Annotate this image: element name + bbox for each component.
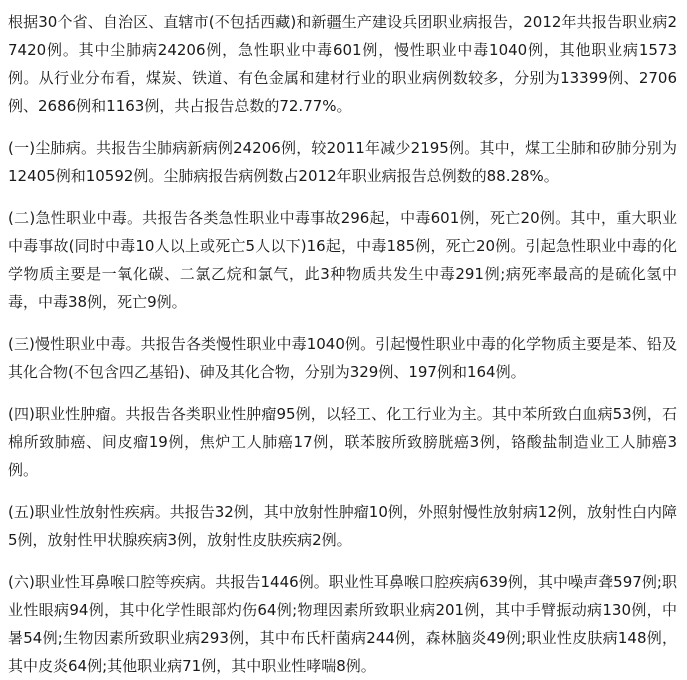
paragraph-overview: 根据30个省、自治区、直辖市(不包括西藏)和新疆生产建设兵团职业病报告，2012年共报告职业病27420例。其中尘肺病24206例，急性职业中毒601例，慢性职业中毒1040例，其他职业病1573例。从行业分布看，煤炭、铁道、有色金属和建材行业的职业病例数较多，分别为13399例、2706例、2686例和1163例，共占报告总数的72.77%。 xyxy=(8,13,677,115)
paragraph-acute-poisoning: (二)急性职业中毒。共报告各类急性职业中毒事故296起，中毒601例，死亡20例。其中，重大职业中毒事故(同时中毒10人以上或死亡5人以下)16起，中毒185例，死亡20例。引起急性职业中毒的化学物质主要是一氧化碳、二氯乙烷和氯气，此3种物质共发生中毒291例;病死率最高的是硫化氢中毒，中毒38例，死亡9例。 xyxy=(8,209,677,311)
paragraph-ent-and-other-diseases: (六)职业性耳鼻喉口腔等疾病。共报告1446例。职业性耳鼻喉口腔疾病639例，其中噪声聋597例;职业性眼病94例，其中化学性眼部灼伤64例;物理因素所致职业病201例，其中手臂振动病130例，中暑54例;生物因素所致职业病293例，其中布氏杆菌病244例，森林脑炎49例;职业性皮肤病148例，其中皮炎64例;其他职业病71例，其中职业性哮喘8例。 xyxy=(8,573,677,675)
paragraph-radiation-diseases: (五)职业性放射性疾病。共报告32例，其中放射性肿瘤10例，外照射慢性放射病12例，放射性白内障5例，放射性甲状腺疾病3例，放射性皮肤疾病2例。 xyxy=(8,503,677,549)
paragraph-pneumoconiosis: (一)尘肺病。共报告尘肺病新病例24206例，较2011年减少2195例。其中，煤工尘肺和矽肺分别为12405例和10592例。尘肺病报告病例数占2012年职业病报告总例数的88.28%。 xyxy=(8,139,677,185)
paragraph-chronic-poisoning: (三)慢性职业中毒。共报告各类慢性职业中毒1040例。引起慢性职业中毒的化学物质主要是苯、铅及其化合物(不包含四乙基铅)、砷及其化合物，分别为329例、197例和164例。 xyxy=(8,335,677,381)
paragraph-occupational-tumors: (四)职业性肿瘤。共报告各类职业性肿瘤95例，以轻工、化工行业为主。其中苯所致白血病53例，石棉所致肺癌、间皮瘤19例，焦炉工人肺癌17例，联苯胺所致膀胱癌3例，铬酸盐制造业工人肺癌3例。 xyxy=(8,405,677,479)
